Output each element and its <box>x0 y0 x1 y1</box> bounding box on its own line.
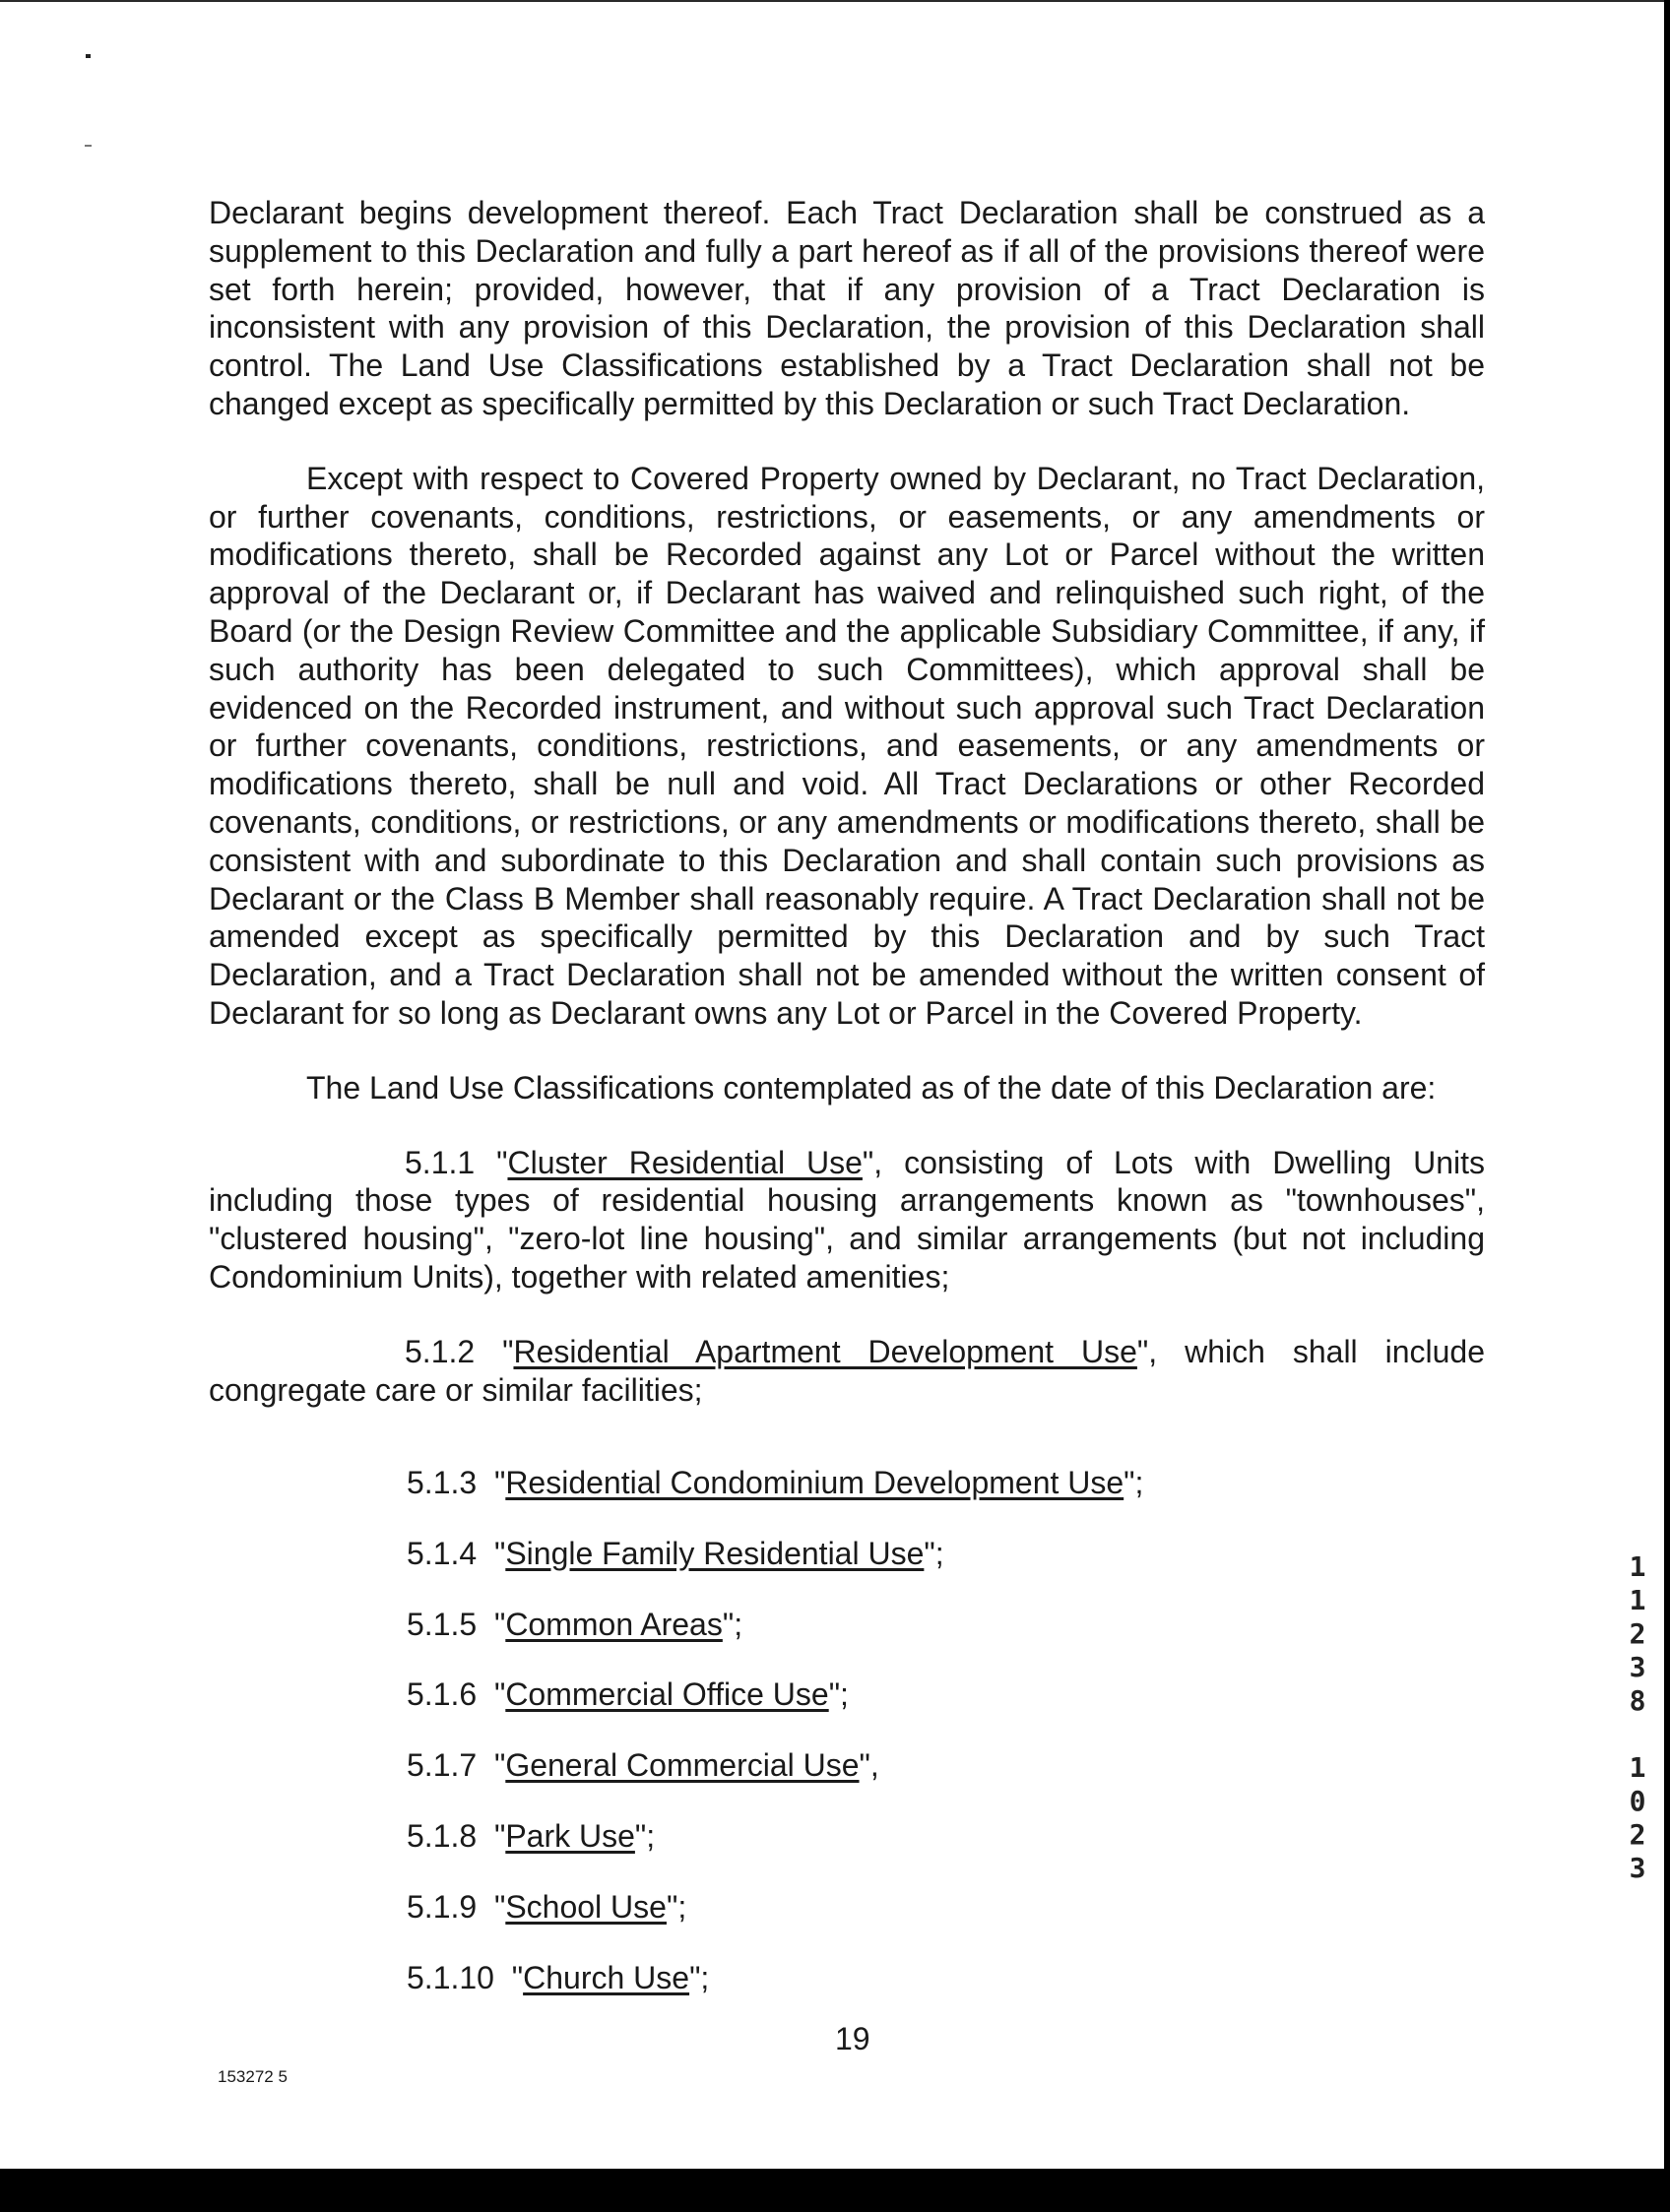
scan-bottom-edge <box>0 2169 1670 2212</box>
margin-stamp-chars <box>1621 1550 1654 1718</box>
item-number: 5.1.10 <box>407 1960 494 1995</box>
list-item-5-1-1: 5.1.1 "Cluster Residential Use", consisting of Lots with Dwelling Units including those types of residential housing arrangements known as "townhouses", "clustered housing", "zero-lot line housing", and similar arrangements (but not including Condominium Units), together with related amenities; <box>209 1144 1486 1295</box>
list-item-5-1-8: 5.1.8 "Park Use"; <box>407 1818 656 1854</box>
item-suffix: "; <box>722 1607 743 1642</box>
list-item-5-1-9: 5.1.9 "School Use"; <box>407 1889 687 1925</box>
item-term: Common Areas <box>505 1607 723 1642</box>
margin-stamp-top <box>1621 1550 1654 1718</box>
scan-speck <box>85 145 92 147</box>
item-term: Residential Condominium Development Use <box>505 1465 1124 1500</box>
item-number: 5.1.8 <box>407 1818 478 1854</box>
item-suffix: "; <box>634 1818 656 1854</box>
item-number: 5.1.4 <box>407 1536 478 1571</box>
item-term: Park Use <box>505 1818 635 1854</box>
item-number: 5.1.7 <box>407 1747 478 1783</box>
paragraph-land-use-intro: The Land Use Classifications contemplated as of the date of this Declaration are: <box>306 1069 1437 1106</box>
item-term: Commercial Office Use <box>505 1676 829 1712</box>
margin-stamp-chars <box>1621 1751 1654 1885</box>
list-item-5-1-10: 5.1.10 "Church Use"; <box>407 1960 710 1995</box>
list-item-5-1-7: 5.1.7 "General Commercial Use", <box>407 1747 879 1783</box>
item-number: 5.1.5 <box>407 1607 478 1642</box>
page-number: 19 <box>835 2021 870 2056</box>
item-number: 5.1.3 <box>407 1465 478 1500</box>
margin-stamp-char: 2 <box>1629 1617 1646 1650</box>
item-text: , which shall include congregate care or similar facilities; <box>209 1333 1485 1408</box>
list-item-5-1-4: 5.1.4 "Single Family Residential Use"; <box>407 1536 944 1571</box>
item-suffix: "; <box>689 1960 710 1995</box>
paragraph-continuation: Declarant begins development thereof. Each Tract Declaration shall be construed as a supplement to this Declaration and fully a part hereof as if all of the provisions thereof were set forth herein; provided, however, that if any provision of a Tract Declaration is inconsistent with any provision of this Declaration, the provision of this Declaration shall control. The Land Use Classifications established by a Tract Declaration shall not be changed except as specifically permitted by this Declaration or such Tract Declaration. <box>209 195 1485 421</box>
list-item-5-1-3: 5.1.3 "Residential Condominium Development Use"; <box>407 1465 1144 1500</box>
item-number: 5.1.2 <box>405 1333 476 1369</box>
margin-stamp-char: 2 <box>1629 1818 1646 1851</box>
item-term: School Use <box>505 1889 667 1925</box>
body-text <box>209 194 1485 1445</box>
item-term: Cluster Residential Use <box>507 1144 863 1180</box>
item-number: 5.1.1 <box>405 1144 476 1180</box>
item-suffix: "; <box>1124 1465 1144 1500</box>
item-term: Single Family Residential Use <box>505 1536 925 1571</box>
item-suffix: ", <box>859 1747 879 1783</box>
margin-stamp-char: 8 <box>1629 1684 1646 1717</box>
item-suffix: "; <box>666 1889 687 1925</box>
document-id: 153272 5 <box>218 2067 288 2086</box>
list-item-5-1-2: 5.1.2 "Residential Apartment Development Use", which shall include congregate care or similar facilities; <box>209 1333 1485 1408</box>
list-item-5-1-6: 5.1.6 "Commercial Office Use"; <box>407 1676 849 1712</box>
margin-stamp-char: 1 <box>1629 1584 1646 1616</box>
margin-stamp-bottom <box>1621 1751 1654 1885</box>
item-suffix: "; <box>828 1676 849 1712</box>
item-number: 5.1.9 <box>407 1889 478 1925</box>
item-suffix: "; <box>924 1536 944 1571</box>
item-term: Church Use <box>523 1960 690 1995</box>
scan-speck <box>86 54 91 58</box>
scan-right-edge <box>1664 0 1670 2212</box>
scan-top-edge <box>0 0 1670 2</box>
item-term: General Commercial Use <box>505 1747 860 1783</box>
margin-stamp-char: 0 <box>1629 1785 1646 1817</box>
list-item-5-1-5: 5.1.5 "Common Areas"; <box>407 1607 743 1642</box>
item-term: Residential Apartment Development Use <box>513 1333 1137 1369</box>
margin-stamp-char: 1 <box>1629 1550 1646 1583</box>
item-text: , consisting of Lots with Dwelling Units including those types of residential housing arrangements known as "townhouses", "clustered housing", "zero-lot line housing", and similar arrangements (but not including Condominium Units), together with related amenities; <box>209 1144 1486 1295</box>
margin-stamp-char: 3 <box>1629 1651 1646 1683</box>
paragraph-tract-declaration-approval: Except with respect to Covered Property owned by Declarant, no Tract Declaration, or further covenants, conditions, restrictions, or easements, or any amendments or modifications thereto, shall be Recorded against any Lot or Parcel without the written approval of the Declarant or, if Declarant has waived and relinquished such right, of the Board (or the Design Review Committee and the applicable Subsidiary Committee, if any, if such authority has been delegated to such Committees), which approval shall be evidenced on the Recorded instrument, and without such approval such Tract Declaration or further covenants, conditions, restrictions, and easements, or any amendments or modifications thereto, shall be null and void. All Tract Declarations or other Recorded covenants, conditions, or restrictions, or any amendments or modifications thereto, shall be consistent with and subordinate to this Declaration and shall contain such provisions as Declarant or the Class B Member shall reasonably require. A Tract Declaration shall not be amended except as specifically permitted by this Declaration and by such Tract Declaration, and a Tract Declaration shall not be amended without the written consent of Declarant for so long as Declarant owns any Lot or Parcel in the Covered Property. <box>209 460 1485 1031</box>
margin-stamp-char: 1 <box>1629 1751 1646 1784</box>
margin-stamp-char: 3 <box>1629 1852 1646 1884</box>
item-number: 5.1.6 <box>407 1676 478 1712</box>
